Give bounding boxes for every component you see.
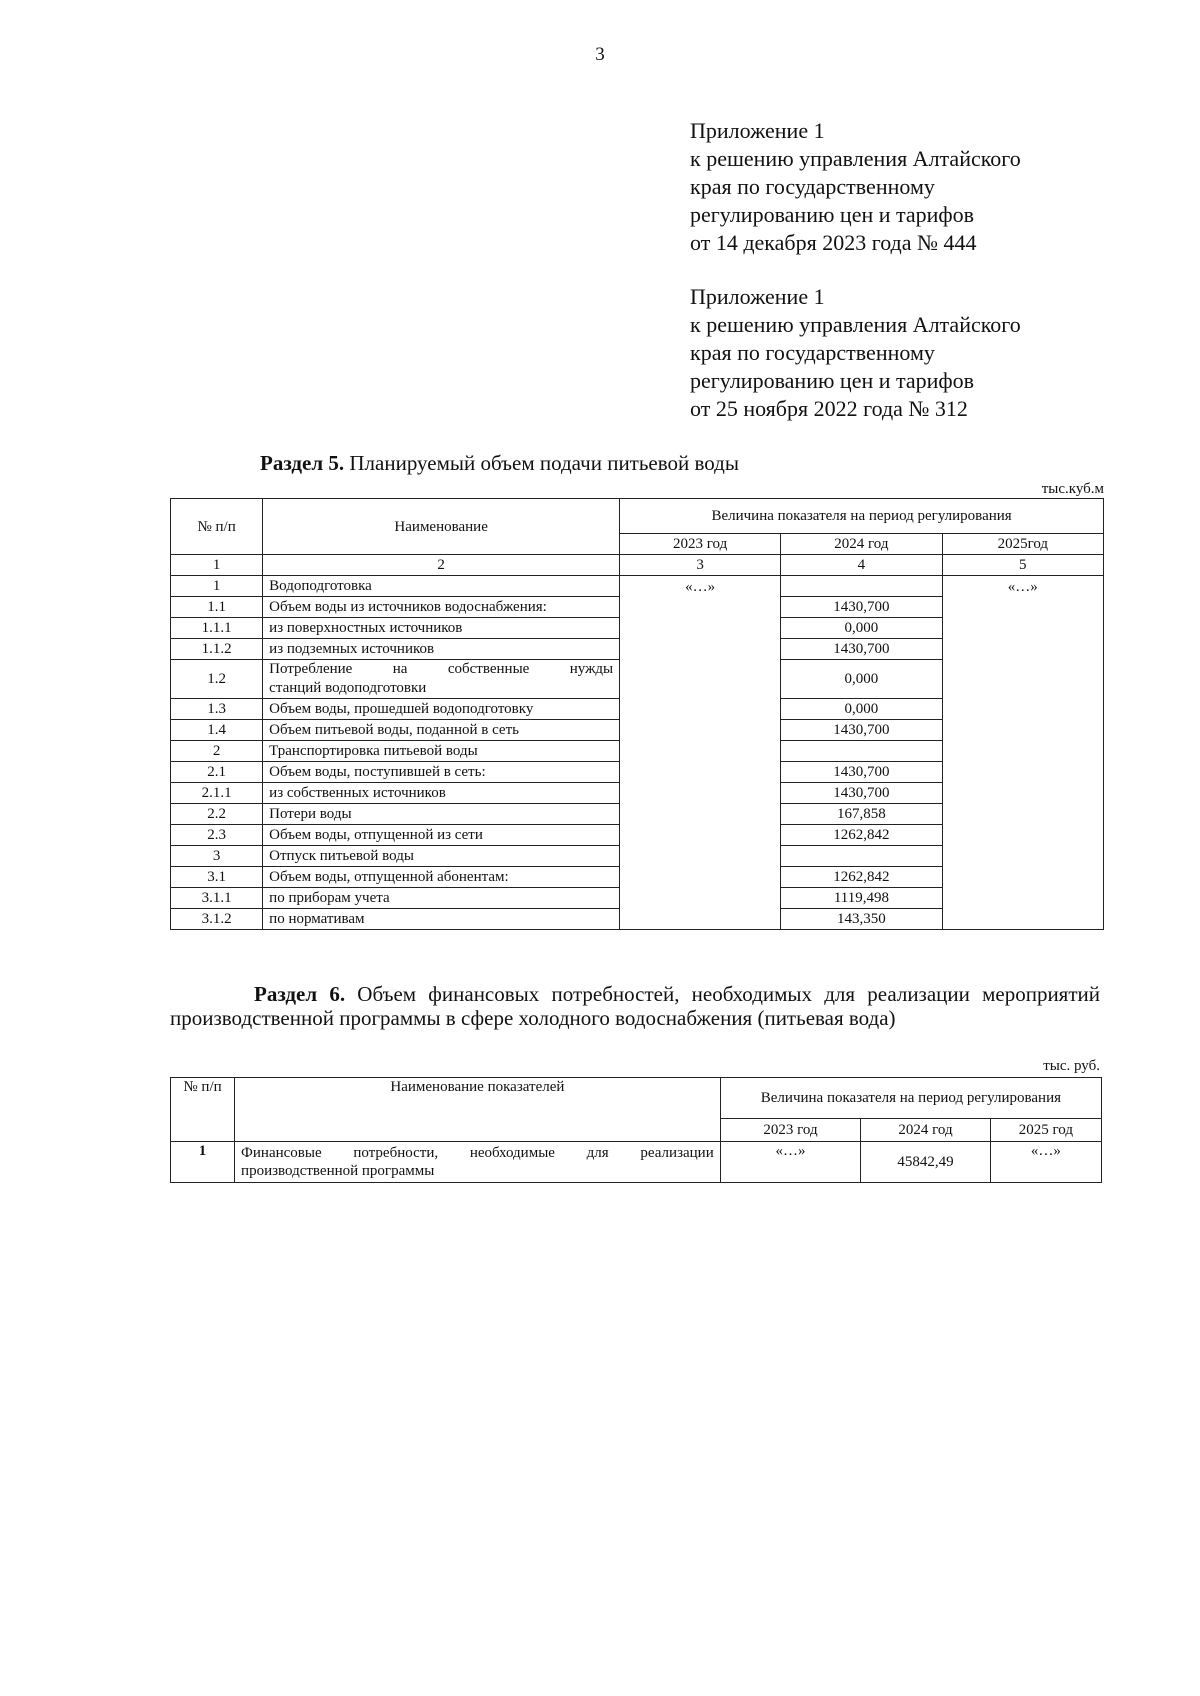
value-2024 [781, 576, 942, 597]
row-name-line2: станций водоподготовки [269, 680, 427, 696]
col-number: 1 [171, 555, 263, 576]
row-name: Объем воды, отпущенной из сети [263, 825, 620, 846]
appendix-line: края по государственному [690, 174, 935, 199]
value-2024 [781, 741, 942, 762]
col-number: 3 [620, 555, 781, 576]
value-2024: 0,000 [781, 660, 942, 699]
value-2025: «…» [942, 576, 1103, 930]
row-num: 3.1.1 [171, 888, 263, 909]
row-num: 3.1 [171, 867, 263, 888]
row-name-word: реализации [640, 1145, 714, 1161]
section5-title [260, 451, 739, 476]
water-volume-table [170, 498, 1104, 930]
header-num: № п/п [171, 1078, 235, 1142]
value-2024: 1430,700 [781, 597, 942, 618]
value-2024: 167,858 [781, 804, 942, 825]
row-name-line2: производственной программы [241, 1163, 435, 1179]
header-name: Наименование [263, 499, 620, 555]
row-name: Транспортировка питьевой воды [263, 741, 620, 762]
row-num: 1.3 [171, 699, 263, 720]
value-2024: 0,000 [781, 618, 942, 639]
page-number: 3 [595, 44, 605, 65]
row-name: по приборам учета [263, 888, 620, 909]
row-name-word: нужды [569, 661, 614, 677]
col-number: 5 [942, 555, 1103, 576]
row-num: 3 [171, 846, 263, 867]
row-name-word: необходимые [469, 1145, 555, 1161]
header-2024: 2024 год [781, 534, 942, 555]
row-name: Объем воды, отпущенной абонентам: [263, 867, 620, 888]
value-2023: «…» [720, 1142, 860, 1183]
value-2024: 1430,700 [781, 639, 942, 660]
appendix-line: регулированию цен и тарифов [690, 202, 975, 227]
appendix-line: к решению управления Алтайского [690, 146, 1021, 171]
value-2024: 1262,842 [781, 825, 942, 846]
value-2024 [781, 846, 942, 867]
header-2023: 2023 год [620, 534, 781, 555]
col-number: 2 [263, 555, 620, 576]
value-2024: 1430,700 [781, 783, 942, 804]
table-row [171, 1142, 1102, 1183]
value-2023: «…» [620, 576, 781, 930]
row-name: из собственных источников [263, 783, 620, 804]
value-2025: «…» [990, 1142, 1101, 1183]
appendix-line: от 14 декабря 2023 года № 444 [690, 230, 977, 255]
section6-title-text: Объем финансовых потребностей, необходимых для реализации мероприятий производственной программы в сфере холодного водоснабжения (питьевая вода) [170, 982, 1100, 1030]
row-name: из поверхностных источников [263, 618, 620, 639]
section5-title-bold: Раздел 5. [260, 451, 345, 475]
row-num: 1.2 [171, 660, 263, 699]
appendix-line: Приложение 1 [690, 118, 825, 143]
row-name-word: Потребление [269, 661, 353, 677]
row-name: Объем воды, прошедшей водоподготовку [263, 699, 620, 720]
appendix-line: к решению управления Алтайского [690, 312, 1021, 337]
row-name [235, 1142, 721, 1183]
header-period: Величина показателя на период регулирования [720, 1078, 1101, 1119]
table-header-row [171, 499, 1104, 534]
header-2025: 2025 год [990, 1119, 1101, 1142]
row-num: 2.1.1 [171, 783, 263, 804]
row-num: 2.3 [171, 825, 263, 846]
header-2024: 2024 год [861, 1119, 990, 1142]
appendix-previous [690, 283, 1021, 423]
row-name: Отпуск питьевой воды [263, 846, 620, 867]
appendix-line: регулированию цен и тарифов [690, 368, 975, 393]
row-name: из подземных источников [263, 639, 620, 660]
row-name [263, 660, 620, 699]
row-name: Объем воды, поступившей в сеть: [263, 762, 620, 783]
col-number: 4 [781, 555, 942, 576]
column-number-row [171, 555, 1104, 576]
value-2024: 1262,842 [781, 867, 942, 888]
appendix-line: Приложение 1 [690, 284, 825, 309]
section6-title [170, 982, 1100, 1030]
section6-unit: тыс. руб. [1043, 1058, 1100, 1074]
value-2024: 1430,700 [781, 720, 942, 741]
appendix-line: от 25 ноября 2022 года № 312 [690, 396, 968, 421]
row-num: 2.2 [171, 804, 263, 825]
value-2024: 0,000 [781, 699, 942, 720]
table-header-row [171, 1078, 1102, 1119]
appendix-line: края по государственному [690, 340, 935, 365]
header-2023: 2023 год [720, 1119, 860, 1142]
header-name: Наименование показателей [235, 1078, 721, 1142]
section5-unit: тыс.куб.м [1041, 481, 1104, 497]
section6-title-bold: Раздел 6. [254, 982, 346, 1006]
row-num: 1.1.2 [171, 639, 263, 660]
row-name-word: потребности, [353, 1145, 439, 1161]
row-name: по нормативам [263, 909, 620, 930]
row-name-word: для [586, 1145, 609, 1161]
row-name-word: Финансовые [241, 1145, 322, 1161]
value-2024: 1119,498 [781, 888, 942, 909]
table-row [171, 576, 1104, 597]
value-2024: 45842,49 [861, 1142, 990, 1183]
row-name-word: собственные [447, 661, 530, 677]
header-2025: 2025год [942, 534, 1103, 555]
appendix-current [690, 117, 1021, 257]
row-num: 1.1.1 [171, 618, 263, 639]
row-num: 1.4 [171, 720, 263, 741]
header-period: Величина показателя на период регулирования [620, 499, 1104, 534]
row-name: Объем питьевой воды, поданной в сеть [263, 720, 620, 741]
value-2024: 1430,700 [781, 762, 942, 783]
row-num: 2.1 [171, 762, 263, 783]
row-num: 1.1 [171, 597, 263, 618]
row-num: 1 [171, 1142, 235, 1183]
row-num: 2 [171, 741, 263, 762]
value-2024: 143,350 [781, 909, 942, 930]
row-num: 3.1.2 [171, 909, 263, 930]
row-name: Водоподготовка [263, 576, 620, 597]
row-num: 1 [171, 576, 263, 597]
header-num: № п/п [171, 499, 263, 555]
financial-needs-table [170, 1077, 1102, 1183]
row-name: Потери воды [263, 804, 620, 825]
row-name: Объем воды из источников водоснабжения: [263, 597, 620, 618]
section5-title-text: Планируемый объем подачи питьевой воды [344, 451, 739, 475]
row-name-word: на [392, 661, 408, 677]
